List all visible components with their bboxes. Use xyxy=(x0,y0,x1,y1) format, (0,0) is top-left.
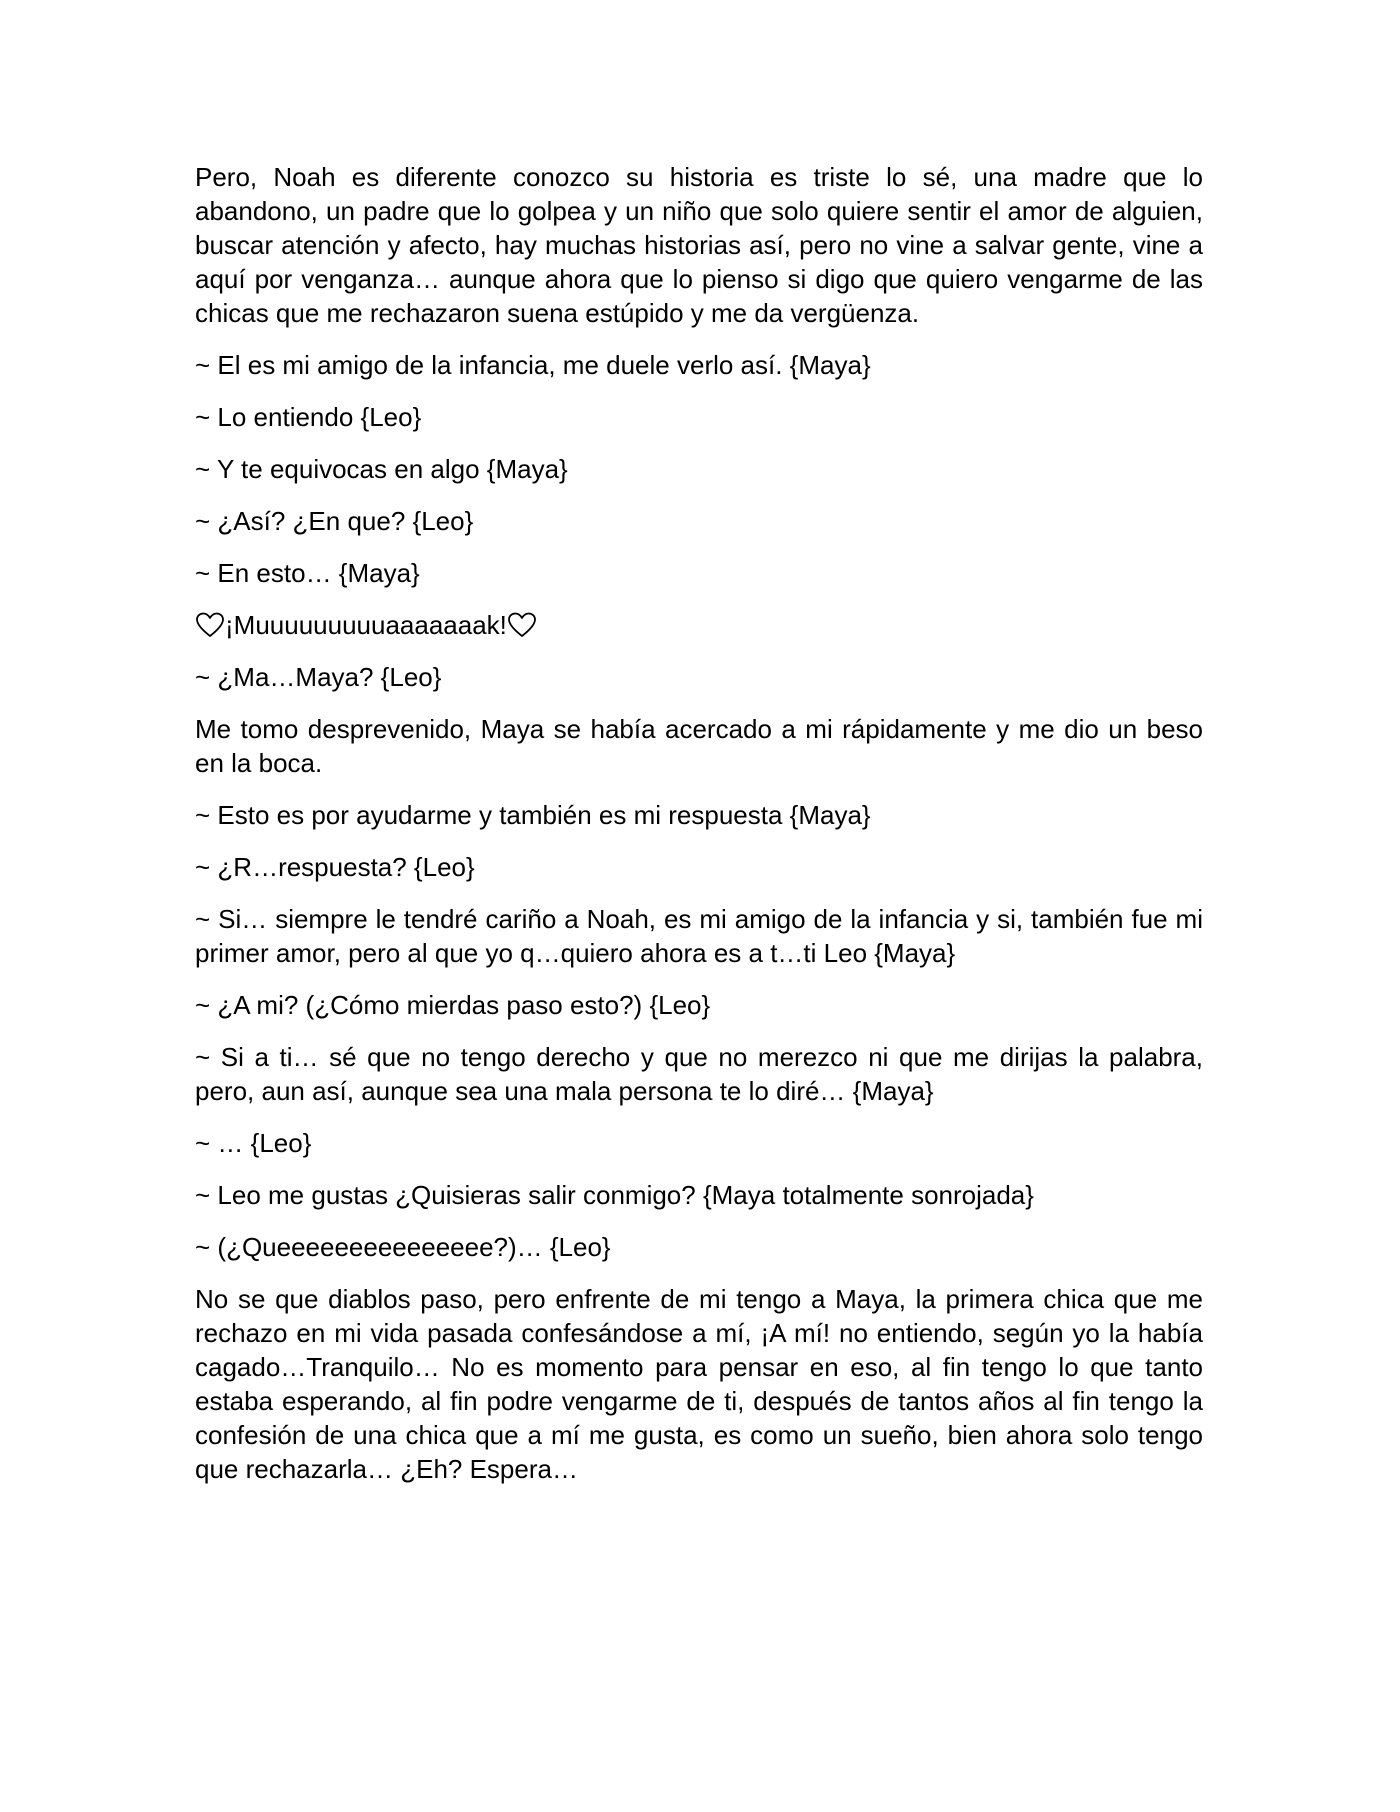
dialogue-line: ~ (¿Queeeeeeeeeeeeeee?)… {Leo} xyxy=(195,1232,611,1262)
heart-outline-icon xyxy=(507,611,537,639)
dialogue-line: ~ … {Leo} xyxy=(195,1128,312,1158)
document-page xyxy=(195,160,1203,1504)
dialogue-line: ~ El es mi amigo de la infancia, me duele verlo así. {Maya} xyxy=(195,350,871,380)
dialogue-line: ~ ¿R…respuesta? {Leo} xyxy=(195,852,475,882)
dialogue-line: ~ Leo me gustas ¿Quisieras salir conmigo? {Maya totalmente sonrojada} xyxy=(195,1180,1034,1210)
narration-paragraph: Me tomo desprevenido, Maya se había acercado a mi rápidamente y me dio un beso en la boca. xyxy=(195,714,1203,778)
dialogue-line: ~ En esto… {Maya} xyxy=(195,558,420,588)
dialogue-line: ~ Y te equivocas en algo {Maya} xyxy=(195,454,568,484)
dialogue-line: ~ ¿Así? ¿En que? {Leo} xyxy=(195,506,474,536)
heart-outline-icon xyxy=(195,611,225,639)
dialogue-line: ~ ¿A mi? (¿Cómo mierdas paso esto?) {Leo} xyxy=(195,990,711,1020)
dialogue-line: ~ Lo entiendo {Leo} xyxy=(195,402,422,432)
kiss-text: ¡Muuuuuuuuuaaaaaaak! xyxy=(225,610,507,640)
narration-paragraph: No se que diablos paso, pero enfrente de mi tengo a Maya, la primera chica que me rechazo en mi vida pasada confesándose a mí, ¡A mí! no entiendo, según yo la había cagado…Tranquilo… No es momento para pensar en eso, al fin tengo lo que tanto estaba esperando, al fin podre vengarme de ti, después de tantos años al fin tengo la confesión de una chica que a mí me gusta, es como un sueño, bien ahora solo tengo que rechazarla… ¿Eh? Espera… xyxy=(195,1284,1203,1484)
kiss-line xyxy=(195,608,1203,642)
dialogue-line: ~ Si a ti… sé que no tengo derecho y que no merezco ni que me dirijas la palabra, pero, aun así, aunque sea una mala persona te lo diré… {Maya} xyxy=(195,1042,1203,1106)
paragraph-intro: Pero, Noah es diferente conozco su historia es triste lo sé, una madre que lo abandono, un padre que lo golpea y un niño que solo quiere sentir el amor de alguien, buscar atención y afecto, hay muchas historias así, pero no vine a salvar gente, vine a aquí por venganza… aunque ahora que lo pienso si digo que quiero vengarme de las chicas que me rechazaron suena estúpido y me da vergüenza. xyxy=(195,162,1203,328)
dialogue-line: ~ Si… siempre le tendré cariño a Noah, es mi amigo de la infancia y si, también fue mi primer amor, pero al que yo q…quiero ahora es a t…ti Leo {Maya} xyxy=(195,904,1203,968)
dialogue-line: ~ Esto es por ayudarme y también es mi respuesta {Maya} xyxy=(195,800,871,830)
dialogue-line: ~ ¿Ma…Maya? {Leo} xyxy=(195,662,442,692)
